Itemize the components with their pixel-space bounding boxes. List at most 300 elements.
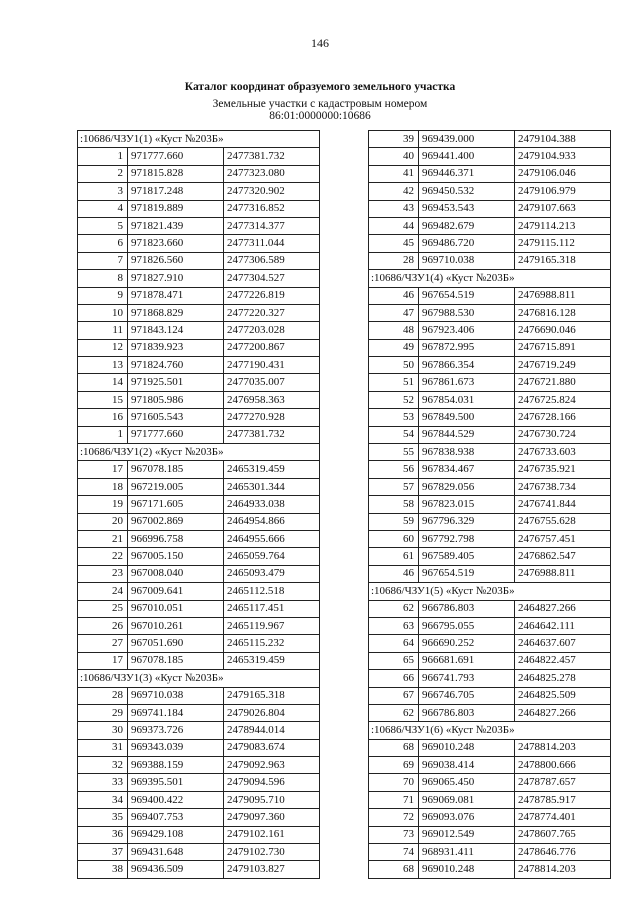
y-coordinate: 2464933.038 — [224, 496, 320, 513]
x-coordinate: 967872.995 — [419, 339, 515, 356]
table-row — [369, 565, 611, 582]
table-row — [369, 478, 611, 495]
point-number: 37 — [78, 844, 128, 861]
x-coordinate: 967589.405 — [419, 548, 515, 565]
table-row — [78, 635, 320, 652]
x-coordinate: 967844.529 — [419, 426, 515, 443]
table-row — [78, 391, 320, 408]
point-number: 7 — [78, 252, 128, 269]
point-number: 1 — [78, 148, 128, 165]
table-row — [78, 357, 320, 374]
x-coordinate: 967051.690 — [128, 635, 224, 652]
point-number: 19 — [78, 496, 128, 513]
table-row — [78, 809, 320, 826]
x-coordinate: 969343.039 — [128, 739, 224, 756]
point-number: 16 — [78, 409, 128, 426]
y-coordinate: 2479092.963 — [224, 757, 320, 774]
table-row — [78, 565, 320, 582]
table-row — [78, 165, 320, 182]
table-row — [369, 635, 611, 652]
x-coordinate: 967005.150 — [128, 548, 224, 565]
point-number: 68 — [369, 739, 419, 756]
x-coordinate: 969741.184 — [128, 704, 224, 721]
x-coordinate: 966741.793 — [419, 670, 515, 687]
point-number: 67 — [369, 687, 419, 704]
table-row — [78, 478, 320, 495]
point-number: 4 — [78, 200, 128, 217]
y-coordinate: 2477226.819 — [224, 287, 320, 304]
x-coordinate: 966746.705 — [419, 687, 515, 704]
x-coordinate: 969407.753 — [128, 809, 224, 826]
y-coordinate: 2478646.776 — [515, 844, 611, 861]
point-number: 60 — [369, 530, 419, 547]
table-row — [369, 548, 611, 565]
y-coordinate: 2464955.666 — [224, 530, 320, 547]
y-coordinate: 2476741.844 — [515, 496, 611, 513]
x-coordinate: 971826.560 — [128, 252, 224, 269]
y-coordinate: 2479165.318 — [515, 252, 611, 269]
y-coordinate: 2478774.401 — [515, 809, 611, 826]
table-row — [369, 826, 611, 843]
point-number: 38 — [78, 861, 128, 878]
section-label: :10686/ЧЗУ1(6) «Куст №203Б» — [369, 722, 611, 739]
y-coordinate: 2465301.344 — [224, 478, 320, 495]
y-coordinate: 2465319.459 — [224, 652, 320, 669]
y-coordinate: 2479095.710 — [224, 791, 320, 808]
point-number: 57 — [369, 478, 419, 495]
x-coordinate: 967838.938 — [419, 444, 515, 461]
point-number: 70 — [369, 774, 419, 791]
table-row — [78, 461, 320, 478]
table-row — [369, 183, 611, 200]
y-coordinate: 2479102.730 — [224, 844, 320, 861]
y-coordinate: 2476988.811 — [515, 287, 611, 304]
y-coordinate: 2477381.732 — [224, 148, 320, 165]
point-number: 15 — [78, 391, 128, 408]
x-coordinate: 971817.248 — [128, 183, 224, 200]
y-coordinate: 2479104.933 — [515, 148, 611, 165]
table-row — [369, 461, 611, 478]
y-coordinate: 2477381.732 — [224, 426, 320, 443]
y-coordinate: 2465112.518 — [224, 583, 320, 600]
y-coordinate: 2465115.232 — [224, 635, 320, 652]
y-coordinate: 2476988.811 — [515, 565, 611, 582]
table-row — [78, 861, 320, 878]
y-coordinate: 2478814.203 — [515, 861, 611, 878]
point-number: 61 — [369, 548, 419, 565]
section-label: :10686/ЧЗУ1(3) «Куст №203Б» — [78, 670, 320, 687]
y-coordinate: 2479165.318 — [224, 687, 320, 704]
point-number: 63 — [369, 617, 419, 634]
y-coordinate: 2479106.979 — [515, 183, 611, 200]
x-coordinate: 967866.354 — [419, 357, 515, 374]
point-number: 46 — [369, 565, 419, 582]
table-row — [78, 826, 320, 843]
section-label: :10686/ЧЗУ1(2) «Куст №203Б» — [78, 444, 320, 461]
point-number: 34 — [78, 791, 128, 808]
x-coordinate: 969450.532 — [419, 183, 515, 200]
point-number: 59 — [369, 513, 419, 530]
y-coordinate: 2479026.804 — [224, 704, 320, 721]
y-coordinate: 2476715.891 — [515, 339, 611, 356]
x-coordinate: 969453.543 — [419, 200, 515, 217]
table-row — [369, 426, 611, 443]
y-coordinate: 2465119.967 — [224, 617, 320, 634]
table-row — [78, 687, 320, 704]
y-coordinate: 2478787.657 — [515, 774, 611, 791]
y-coordinate: 2465093.479 — [224, 565, 320, 582]
y-coordinate: 2465319.459 — [224, 461, 320, 478]
y-coordinate: 2476862.547 — [515, 548, 611, 565]
table-row — [78, 496, 320, 513]
table-row — [369, 357, 611, 374]
table-row — [369, 148, 611, 165]
point-number: 9 — [78, 287, 128, 304]
x-coordinate: 971777.660 — [128, 426, 224, 443]
y-coordinate: 2476719.249 — [515, 357, 611, 374]
x-coordinate: 971843.124 — [128, 322, 224, 339]
x-coordinate: 967923.406 — [419, 322, 515, 339]
x-coordinate: 967654.519 — [419, 287, 515, 304]
y-coordinate: 2476733.603 — [515, 444, 611, 461]
table-row — [78, 757, 320, 774]
point-number: 26 — [78, 617, 128, 634]
section-label: :10686/ЧЗУ1(1) «Куст №203Б» — [78, 131, 320, 148]
x-coordinate: 967829.056 — [419, 478, 515, 495]
cadastral-number: 86:01:0000000:10686 — [269, 110, 371, 122]
y-coordinate: 2479106.046 — [515, 165, 611, 182]
point-number: 11 — [78, 322, 128, 339]
point-number: 24 — [78, 583, 128, 600]
y-coordinate: 2477190.431 — [224, 357, 320, 374]
section-label: :10686/ЧЗУ1(5) «Куст №203Б» — [369, 583, 611, 600]
table-row — [369, 861, 611, 878]
y-coordinate: 2479114.213 — [515, 217, 611, 234]
point-number: 66 — [369, 670, 419, 687]
x-coordinate: 969429.108 — [128, 826, 224, 843]
table-row — [369, 339, 611, 356]
x-coordinate: 967834.467 — [419, 461, 515, 478]
y-coordinate: 2465117.451 — [224, 600, 320, 617]
y-coordinate: 2477200.867 — [224, 339, 320, 356]
x-coordinate: 967823.015 — [419, 496, 515, 513]
x-coordinate: 969010.248 — [419, 861, 515, 878]
x-coordinate: 971868.829 — [128, 304, 224, 321]
y-coordinate: 2479083.674 — [224, 739, 320, 756]
y-coordinate: 2464642.111 — [515, 617, 611, 634]
table-row — [369, 600, 611, 617]
table-row — [369, 235, 611, 252]
y-coordinate: 2464637.607 — [515, 635, 611, 652]
x-coordinate: 971827.910 — [128, 270, 224, 287]
x-coordinate: 969436.509 — [128, 861, 224, 878]
table-row — [78, 235, 320, 252]
x-coordinate: 967988.530 — [419, 304, 515, 321]
point-number: 17 — [78, 652, 128, 669]
point-number: 55 — [369, 444, 419, 461]
table-row — [369, 774, 611, 791]
point-number: 35 — [78, 809, 128, 826]
point-number: 43 — [369, 200, 419, 217]
table-row — [369, 704, 611, 721]
x-coordinate: 969069.081 — [419, 791, 515, 808]
point-number: 65 — [369, 652, 419, 669]
x-coordinate: 966786.803 — [419, 600, 515, 617]
x-coordinate: 969710.038 — [419, 252, 515, 269]
point-number: 50 — [369, 357, 419, 374]
y-coordinate: 2477314.377 — [224, 217, 320, 234]
y-coordinate: 2476738.734 — [515, 478, 611, 495]
point-number: 22 — [78, 548, 128, 565]
x-coordinate: 967078.185 — [128, 652, 224, 669]
table-row — [369, 131, 611, 148]
point-number: 49 — [369, 339, 419, 356]
y-coordinate: 2479094.596 — [224, 774, 320, 791]
y-coordinate: 2479104.388 — [515, 131, 611, 148]
point-number: 62 — [369, 704, 419, 721]
table-row — [369, 444, 611, 461]
table-row — [78, 200, 320, 217]
page-number: 146 — [311, 36, 329, 50]
table-row — [369, 530, 611, 547]
x-coordinate: 966690.252 — [419, 635, 515, 652]
x-coordinate: 966996.758 — [128, 530, 224, 547]
table-row — [78, 530, 320, 547]
table-row — [78, 217, 320, 234]
table-row — [369, 757, 611, 774]
point-number: 13 — [78, 357, 128, 374]
table-row — [78, 722, 320, 739]
point-number: 6 — [78, 235, 128, 252]
x-coordinate: 971878.471 — [128, 287, 224, 304]
x-coordinate: 969010.248 — [419, 739, 515, 756]
table-row — [369, 687, 611, 704]
point-number: 46 — [369, 287, 419, 304]
x-coordinate: 969439.000 — [419, 131, 515, 148]
point-number: 58 — [369, 496, 419, 513]
table-row — [78, 270, 320, 287]
x-coordinate: 969373.726 — [128, 722, 224, 739]
point-number: 51 — [369, 374, 419, 391]
x-coordinate: 967796.329 — [419, 513, 515, 530]
point-number: 72 — [369, 809, 419, 826]
section-header-row — [78, 131, 320, 148]
x-coordinate: 967010.261 — [128, 617, 224, 634]
y-coordinate: 2478800.666 — [515, 757, 611, 774]
x-coordinate: 969012.549 — [419, 826, 515, 843]
x-coordinate: 969441.400 — [419, 148, 515, 165]
x-coordinate: 971605.543 — [128, 409, 224, 426]
table-row — [369, 374, 611, 391]
subtitle-line-1: Земельные участки с кадастровым номером — [212, 98, 428, 110]
table-row — [369, 844, 611, 861]
table-row — [78, 148, 320, 165]
table-row — [78, 617, 320, 634]
y-coordinate: 2464827.266 — [515, 600, 611, 617]
x-coordinate: 967792.798 — [419, 530, 515, 547]
point-number: 44 — [369, 217, 419, 234]
y-coordinate: 2477316.852 — [224, 200, 320, 217]
point-number: 71 — [369, 791, 419, 808]
x-coordinate: 969446.371 — [419, 165, 515, 182]
x-coordinate: 969388.159 — [128, 757, 224, 774]
section-header-row — [78, 670, 320, 687]
x-coordinate: 967654.519 — [419, 565, 515, 582]
y-coordinate: 2464825.278 — [515, 670, 611, 687]
x-coordinate: 969065.450 — [419, 774, 515, 791]
table-row — [369, 252, 611, 269]
y-coordinate: 2476735.921 — [515, 461, 611, 478]
y-coordinate: 2479097.360 — [224, 809, 320, 826]
table-row — [369, 200, 611, 217]
page-title: Каталог координат образуемого земельного участка — [184, 81, 456, 93]
x-coordinate: 966786.803 — [419, 704, 515, 721]
table-row — [78, 287, 320, 304]
point-number: 53 — [369, 409, 419, 426]
x-coordinate: 971824.760 — [128, 357, 224, 374]
point-number: 17 — [78, 461, 128, 478]
point-number: 62 — [369, 600, 419, 617]
x-coordinate: 967010.051 — [128, 600, 224, 617]
table-row — [78, 304, 320, 321]
y-coordinate: 2477306.589 — [224, 252, 320, 269]
x-coordinate: 969710.038 — [128, 687, 224, 704]
coordinates-table-left — [77, 130, 320, 879]
x-coordinate: 967008.040 — [128, 565, 224, 582]
table-row — [78, 409, 320, 426]
table-row — [369, 652, 611, 669]
table-row — [78, 844, 320, 861]
point-number: 28 — [78, 687, 128, 704]
table-row — [78, 600, 320, 617]
table-row — [369, 513, 611, 530]
y-coordinate: 2476725.824 — [515, 391, 611, 408]
point-number: 32 — [78, 757, 128, 774]
table-row — [369, 217, 611, 234]
y-coordinate: 2477220.327 — [224, 304, 320, 321]
table-row — [369, 670, 611, 687]
x-coordinate: 969482.679 — [419, 217, 515, 234]
x-coordinate: 969395.501 — [128, 774, 224, 791]
table-row — [78, 513, 320, 530]
table-row — [369, 809, 611, 826]
y-coordinate: 2478607.765 — [515, 826, 611, 843]
x-coordinate: 967009.641 — [128, 583, 224, 600]
x-coordinate: 967171.605 — [128, 496, 224, 513]
point-number: 5 — [78, 217, 128, 234]
table-row — [78, 583, 320, 600]
x-coordinate: 968931.411 — [419, 844, 515, 861]
table-row — [78, 739, 320, 756]
y-coordinate: 2479107.663 — [515, 200, 611, 217]
table-row — [369, 617, 611, 634]
table-row — [369, 496, 611, 513]
y-coordinate: 2464827.266 — [515, 704, 611, 721]
point-number: 69 — [369, 757, 419, 774]
point-number: 48 — [369, 322, 419, 339]
y-coordinate: 2476755.628 — [515, 513, 611, 530]
point-number: 23 — [78, 565, 128, 582]
table-row — [78, 339, 320, 356]
point-number: 3 — [78, 183, 128, 200]
y-coordinate: 2465059.764 — [224, 548, 320, 565]
point-number: 31 — [78, 739, 128, 756]
y-coordinate: 2464822.457 — [515, 652, 611, 669]
point-number: 45 — [369, 235, 419, 252]
table-row — [78, 652, 320, 669]
point-number: 27 — [78, 635, 128, 652]
point-number: 52 — [369, 391, 419, 408]
table-row — [369, 304, 611, 321]
point-number: 30 — [78, 722, 128, 739]
y-coordinate: 2477323.080 — [224, 165, 320, 182]
table-row — [78, 791, 320, 808]
y-coordinate: 2477320.902 — [224, 183, 320, 200]
x-coordinate: 971823.660 — [128, 235, 224, 252]
point-number: 21 — [78, 530, 128, 547]
point-number: 20 — [78, 513, 128, 530]
point-number: 47 — [369, 304, 419, 321]
table-row — [369, 165, 611, 182]
y-coordinate: 2478785.917 — [515, 791, 611, 808]
point-number: 40 — [369, 148, 419, 165]
point-number: 42 — [369, 183, 419, 200]
x-coordinate: 971815.828 — [128, 165, 224, 182]
y-coordinate: 2477270.928 — [224, 409, 320, 426]
x-coordinate: 967002.869 — [128, 513, 224, 530]
y-coordinate: 2479115.112 — [515, 235, 611, 252]
point-number: 33 — [78, 774, 128, 791]
x-coordinate: 967849.500 — [419, 409, 515, 426]
table-row — [369, 322, 611, 339]
point-number: 18 — [78, 478, 128, 495]
y-coordinate: 2464954.866 — [224, 513, 320, 530]
x-coordinate: 967854.031 — [419, 391, 515, 408]
table-row — [369, 391, 611, 408]
point-number: 68 — [369, 861, 419, 878]
y-coordinate: 2464825.509 — [515, 687, 611, 704]
point-number: 8 — [78, 270, 128, 287]
x-coordinate: 967861.673 — [419, 374, 515, 391]
point-number: 36 — [78, 826, 128, 843]
y-coordinate: 2476728.166 — [515, 409, 611, 426]
x-coordinate: 969093.076 — [419, 809, 515, 826]
section-header-row — [369, 583, 611, 600]
x-coordinate: 969038.414 — [419, 757, 515, 774]
y-coordinate: 2476958.363 — [224, 391, 320, 408]
x-coordinate: 969486.720 — [419, 235, 515, 252]
point-number: 12 — [78, 339, 128, 356]
point-number: 1 — [78, 426, 128, 443]
point-number: 73 — [369, 826, 419, 843]
table-row — [369, 409, 611, 426]
x-coordinate: 971839.923 — [128, 339, 224, 356]
table-row — [78, 704, 320, 721]
y-coordinate: 2478944.014 — [224, 722, 320, 739]
section-label: :10686/ЧЗУ1(4) «Куст №203Б» — [369, 270, 611, 287]
x-coordinate: 971819.889 — [128, 200, 224, 217]
x-coordinate: 971821.439 — [128, 217, 224, 234]
x-coordinate: 967078.185 — [128, 461, 224, 478]
y-coordinate: 2478814.203 — [515, 739, 611, 756]
point-number: 28 — [369, 252, 419, 269]
table-row — [78, 374, 320, 391]
y-coordinate: 2476690.046 — [515, 322, 611, 339]
point-number: 41 — [369, 165, 419, 182]
section-header-row — [78, 444, 320, 461]
y-coordinate: 2479103.827 — [224, 861, 320, 878]
point-number: 14 — [78, 374, 128, 391]
